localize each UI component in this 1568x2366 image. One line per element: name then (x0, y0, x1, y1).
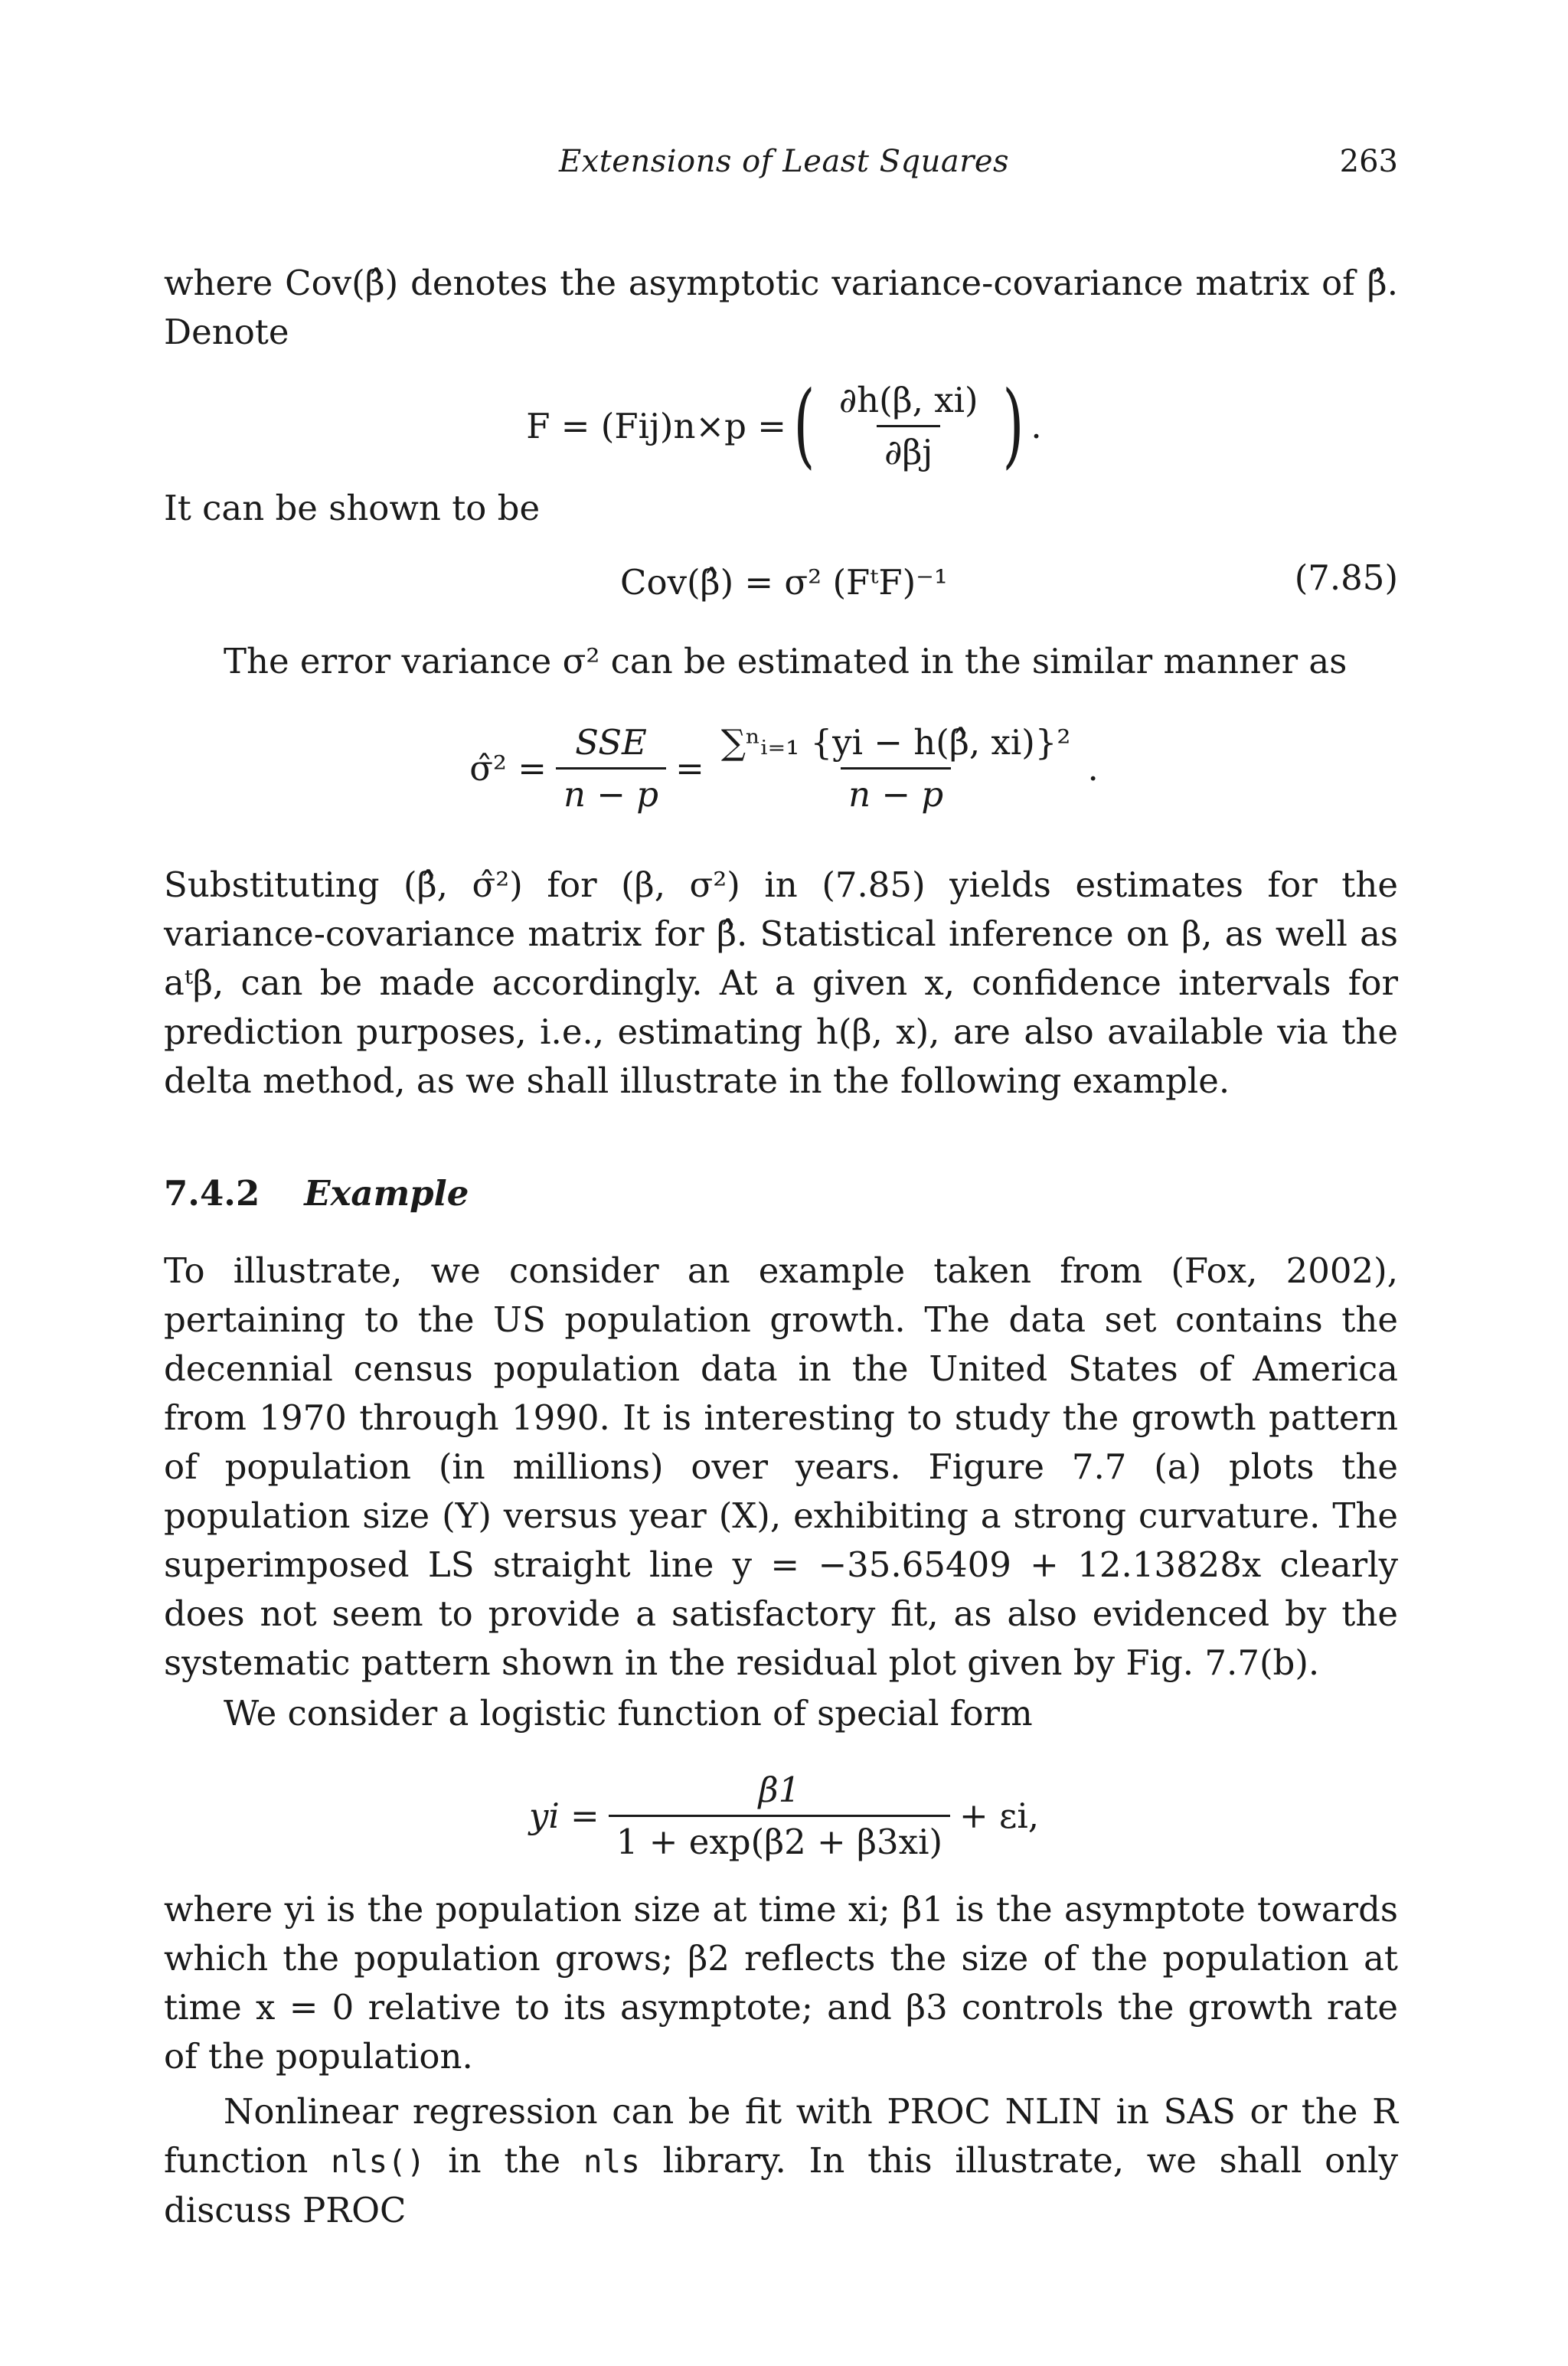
equation-F-fraction (831, 380, 986, 472)
section-number: 7.4.2 (164, 1173, 260, 1214)
running-header: Extensions of Least Squares (558, 144, 1010, 179)
equation-logistic (0, 1758, 1568, 1873)
equation-number: (7.85) (1294, 557, 1398, 598)
paragraph-shown: It can be shown to be (164, 488, 541, 528)
equation-logistic-lhs: yi = (528, 1795, 599, 1836)
paragraph-error: The error variance σ² can be estimated in the similar manner as (224, 641, 1348, 681)
code-nls-library: nls (583, 2143, 640, 2180)
nonlinear-text-3: library. In this illustrate, we shall only discuss PROC (164, 2140, 1398, 2230)
equation-F (0, 372, 1568, 479)
sum-fraction (714, 722, 1079, 815)
paragraph-logistic: We consider a logistic function of special form (224, 1693, 1033, 1734)
right-paren: ) (1001, 372, 1024, 479)
paragraph-illustrate: To illustrate, we consider an example taken from (Fox, 2002), pertaining to the US population growth. The data set contains the decennial census population data in the United States of America from 1970 through 1990. It is interesting to study the growth pattern of population (in millions) over years. Figure 7.7 (a) plots the population size (Y) versus year (X), exhibiting a strong curvature. The superimposed LS straight line y = −35.65409 + 12.13828x clearly does not seem to provide a satisfactory fit, as also evidenced by the systematic pattern shown in the residual plot given by Fig. 7.7(b). (164, 1250, 1398, 1683)
sse-denominator: n − p (556, 767, 666, 815)
equation-logistic-rhs: + εi, (959, 1795, 1040, 1836)
sse-fraction (556, 722, 666, 815)
logistic-numerator: β1 (758, 1769, 801, 1810)
equation-F-lhs: F = (Fij)n×p = (526, 405, 786, 446)
section-heading (164, 1173, 469, 1214)
section-title: Example (304, 1173, 469, 1214)
paragraph-nonlinear (164, 2087, 1398, 2235)
equation-785-body: Cov(β̂) = σ² (FᵗF)⁻¹ (620, 561, 948, 603)
equals-sign: = (675, 747, 704, 789)
logistic-fraction (609, 1770, 950, 1862)
left-paren: ( (793, 372, 815, 479)
equation-F-end: . (1031, 405, 1042, 446)
equation-sigma-end: . (1087, 747, 1099, 789)
nonlinear-text-1: Nonlinear regression can be fit with PROC NLIN in SAS or the R function (164, 2091, 1398, 2181)
sum-denominator: n − p (841, 767, 951, 815)
equation-sigma (0, 703, 1568, 833)
paragraph-cov: where Cov(β̂) denotes the asymptotic variance-covariance matrix of β̂. Denote (164, 263, 1398, 352)
page-number: 263 (1339, 144, 1398, 179)
equation-sigma-lhs: σ̂² = (469, 747, 547, 789)
logistic-denominator: 1 + exp(β2 + β3xi) (609, 1815, 950, 1862)
paragraph-substituting: Substituting (β̂, σ̂²) for (β, σ²) in (7.85) yields estimates for the variance-covariance matrix for β̂. Statistical inference on β, as well as aᵗβ, can be made accordingly. At a given x, confidence intervals for prediction purposes, i.e., estimating h(β, x), are also available via the delta method, as we shall illustrate in the following example. (164, 864, 1398, 1101)
sse-numerator: SSE (575, 721, 647, 763)
paragraph-where: where yi is the population size at time xi; β1 is the asymptote towards which the population grows; β2 reflects the size of the population at time x = 0 relative to its asymptote; and β3 controls the growth rate of the population. (164, 1889, 1398, 2077)
nonlinear-text-2: in the (425, 2140, 583, 2181)
equation-F-numerator: ∂h(β, xi) (838, 379, 978, 420)
sum-numerator: ∑ⁿᵢ₌₁ {yi − h(β̂, xi)}² (720, 721, 1071, 763)
code-nls-function: nls() (331, 2143, 426, 2180)
equation-F-denominator: ∂βj (877, 425, 940, 472)
